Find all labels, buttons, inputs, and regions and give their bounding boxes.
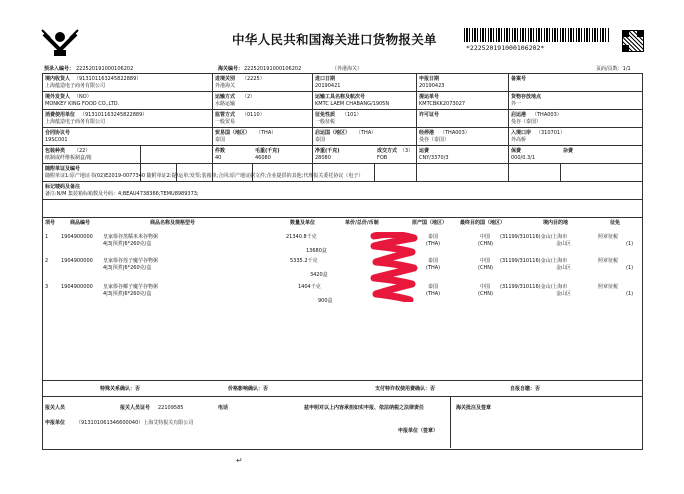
- origin-country: 泰国: [315, 137, 326, 143]
- entry-place: 外高桥: [511, 137, 527, 143]
- goods-district: (31199/310116)金山/上海市: [500, 284, 568, 290]
- departure-port-label: 启运港: [511, 112, 527, 118]
- unit-name: （913101061346600040）上海艾特报关有限公司: [76, 420, 194, 426]
- consignee-name: 上海蕴造电子商务有限公司: [45, 83, 106, 89]
- goods-qty-unit: 900盒: [318, 298, 333, 304]
- declare-date: 20190423: [419, 83, 445, 89]
- overseas-shipper-name: MONKEY KING FOOD CO.,LTD.: [45, 101, 120, 107]
- pieces-label: 件数: [215, 148, 226, 154]
- unit-label: 申报单位: [45, 420, 66, 426]
- trade-country-code: （THA）: [256, 130, 277, 136]
- goods-no: 2: [45, 258, 49, 264]
- goods-district: (31199/310116)金山/上海市: [500, 258, 568, 264]
- goods-name: 皇家傣谷黑糯米米谷物粥: [103, 234, 159, 240]
- pre-entry-label: 预录入编号：: [44, 66, 75, 72]
- freight-label: 运费: [419, 148, 430, 154]
- origin-country-label: 启运国（地区）: [315, 130, 351, 136]
- package: 纸制或纤维板制盒/箱: [45, 155, 92, 161]
- consumer-code: （913101163245822889）: [80, 112, 148, 118]
- cert-label: 报关人员证号: [120, 405, 151, 411]
- levy: 一般征税: [315, 119, 336, 125]
- goods-origin: 泰国: [428, 234, 439, 240]
- entry-place-code: （310701）: [536, 130, 566, 136]
- special-relation-confirm: 特殊关系确认：否: [100, 386, 141, 392]
- goods-code: 1904900000: [61, 234, 93, 240]
- return-mark-icon: ↵: [236, 456, 243, 465]
- customs-no-label: 海关编号：: [218, 66, 244, 72]
- consignee-label: 境内收货人: [45, 76, 71, 82]
- goods-spec: 4|3|预煮|6*260克/盒: [103, 265, 152, 271]
- departure-port-code: （THA003）: [532, 112, 562, 118]
- gross: 46080: [255, 155, 271, 161]
- bill-no: KMTCBKK2073027: [419, 101, 466, 107]
- departure-port: 曼谷（泰国）: [511, 119, 542, 125]
- origin-country-code: （THA）: [356, 130, 377, 136]
- transport-mode: 水路运输: [215, 101, 236, 107]
- goods-levy-code: (1): [626, 265, 634, 271]
- transport-mode-code: （2）: [242, 94, 256, 100]
- net-label: 净重(千克): [315, 148, 340, 154]
- transport-name: KMTC LAEM CHABANG/1905N: [315, 101, 390, 107]
- royalty-confirm: 支付特许权使用费确认：否: [375, 386, 436, 392]
- goods-spec: 4|3|预煮|6*260克/盒: [103, 241, 152, 247]
- goods-levy-code: (1): [626, 291, 634, 297]
- bill-no-label: 提运单号: [419, 94, 440, 100]
- insurance: 000/0.3/1: [511, 155, 536, 161]
- misc-label: 杂费: [563, 148, 574, 154]
- supervision-label: 监管方式: [215, 112, 236, 118]
- goods-col-code: 商品编号: [70, 220, 91, 226]
- goods-origin-code: (THA): [426, 241, 441, 247]
- goods-no: 1: [45, 234, 49, 240]
- pieces: 40: [215, 155, 222, 161]
- goods-col-origin: 原产国（地区）: [412, 220, 448, 226]
- deal-code: （3）: [400, 148, 414, 154]
- goods-origin-code: (THA): [426, 291, 441, 297]
- gross-label: 毛重(千克): [255, 148, 280, 154]
- document-title: 中华人民共和国海关进口货物报关单: [232, 32, 437, 47]
- package-code: （22）: [74, 148, 91, 154]
- storage: 外一: [511, 101, 522, 107]
- goods-district-2: 金山区: [556, 241, 572, 247]
- goods-col-name: 商品名称及规格型号: [150, 220, 196, 226]
- supervision: 一般贸易: [215, 119, 236, 125]
- docs-line: 随附单证1:原产地证书(02)E2019-0077340 随附单证2:提/运单;发票;装箱单;合同;原产地证据文件;企业提供的其他;代理报关委托协议（电子）: [45, 173, 364, 179]
- goods-col-qty: 数量及单位: [290, 220, 316, 226]
- qr-code-icon: [622, 30, 644, 52]
- goods-col-levy: 征免: [610, 220, 621, 226]
- trade-country: 泰国: [215, 137, 226, 143]
- goods-dest-code: (CHN): [478, 241, 493, 247]
- declarant-label: 报关人员: [45, 405, 66, 411]
- overseas-shipper-code: （NO）: [74, 94, 92, 100]
- cert-number: 22109585: [158, 405, 184, 411]
- goods-district-2: 金山区: [556, 265, 572, 271]
- entry-port-label: 进境关别: [215, 76, 236, 82]
- unit-seal-label: 申报单位（签章）: [398, 428, 439, 434]
- goods-dest: 中国: [480, 284, 491, 290]
- consumer-name: 上海蕴造电子商务有限公司: [45, 119, 106, 125]
- customs-name: （外港海关）: [332, 66, 363, 72]
- goods-qty: 21340.8千克: [286, 234, 317, 240]
- marks-label: 标记唛码及备注: [45, 184, 81, 190]
- record-no-label: 备案号: [511, 76, 527, 82]
- consignee-code: （913101163245822889）: [74, 76, 142, 82]
- via-port-code: （THA003）: [440, 130, 470, 136]
- insurance-label: 保费: [511, 148, 522, 154]
- goods-origin: 泰国: [428, 258, 439, 264]
- levy-code: （101）: [342, 112, 362, 118]
- barcode-text: *222520191000106202*: [466, 44, 545, 52]
- freight: CNY/3370/3: [419, 155, 449, 161]
- goods-levy: 照章征税: [598, 258, 619, 264]
- goods-origin: 泰国: [428, 284, 439, 290]
- goods-dest: 中国: [480, 258, 491, 264]
- levy-label: 征免性质: [315, 112, 336, 118]
- price-impact-confirm: 价格影响确认：否: [228, 386, 269, 392]
- goods-qty-unit: 13680盒: [306, 248, 327, 254]
- self-pay-confirm: 自报自缴：否: [510, 386, 541, 392]
- page-count: 页码/页数：1/1: [596, 66, 631, 72]
- goods-col-no: 项号: [45, 220, 56, 226]
- via-port: 曼谷（泰国）: [419, 137, 450, 143]
- barcode-image: [464, 28, 610, 42]
- goods-col-price: 单价/总价/币制: [345, 220, 379, 226]
- overseas-shipper-label: 境外发货人: [45, 94, 71, 100]
- goods-levy-code: (1): [626, 241, 634, 247]
- package-label: 包装种类: [45, 148, 66, 154]
- supervision-code: （0110）: [242, 112, 265, 118]
- license-label: 许可证号: [419, 112, 440, 118]
- goods-code: 1904900000: [61, 258, 93, 264]
- redaction-mark: [370, 232, 418, 302]
- trade-country-label: 贸易国（地区）: [215, 130, 251, 136]
- contract: 19SC001: [45, 137, 68, 143]
- legal-statement: 兹申明对以上内容承担如实申报、依法纳税之法律责任: [304, 405, 425, 411]
- declare-date-label: 申报日期: [419, 76, 440, 82]
- customs-number: 222520191000106202: [244, 66, 302, 72]
- transport-mode-label: 运输方式: [215, 94, 236, 100]
- phone-label: 电话: [218, 405, 229, 411]
- goods-col-dest: 最终目的国（地区）: [460, 220, 506, 226]
- customs-remark-label: 海关批注及签章: [456, 405, 492, 411]
- goods-qty: 5335.2千克: [290, 258, 318, 264]
- import-date: 20190421: [315, 83, 341, 89]
- entry-place-label: 入境口岸: [511, 130, 532, 136]
- goods-qty-unit: 3420盒: [310, 272, 328, 278]
- goods-code: 1904900000: [61, 284, 93, 290]
- entry-port-name: 外港海关: [215, 83, 236, 89]
- goods-district: (31199/310116)金山/上海市: [500, 234, 568, 240]
- goods-district-2: 金山区: [556, 291, 572, 297]
- goods-qty: 1404千克: [298, 284, 321, 290]
- deal-label: 成交方式: [377, 148, 398, 154]
- goods-no: 3: [45, 284, 49, 290]
- goods-origin-code: (THA): [426, 265, 441, 271]
- goods-dest-code: (CHN): [478, 291, 493, 297]
- deal: FOB: [377, 155, 388, 161]
- import-date-label: 进口日期: [315, 76, 336, 82]
- transport-name-label: 运输工具名称及航次号: [315, 94, 366, 100]
- net: 28080: [315, 155, 331, 161]
- docs-label: 随附单证及编号: [45, 166, 81, 172]
- pre-entry-number: 222520191000106202: [76, 66, 134, 72]
- marks-line: 备注:N/M 集装箱标箱数及号码：4;BEAU4738366;TEMU8989373;: [45, 191, 199, 197]
- contract-label: 合同协议号: [45, 130, 71, 136]
- via-port-label: 经停港: [419, 130, 435, 136]
- goods-dest-code: (CHN): [478, 265, 493, 271]
- customs-emblem-icon: [40, 28, 80, 60]
- storage-label: 货物存放地点: [511, 94, 542, 100]
- goods-dest: 中国: [480, 234, 491, 240]
- consumer-label: 消费使用单位: [45, 112, 76, 118]
- goods-name: 皇家傣谷椰子魔芋谷物粥: [103, 284, 159, 290]
- goods-levy: 照章征税: [598, 234, 619, 240]
- goods-col-district: 境内目的地: [543, 220, 569, 226]
- goods-name: 皇家傣谷莲子魔芋谷物粥: [103, 258, 159, 264]
- goods-levy: 照章征税: [598, 284, 619, 290]
- entry-port-code: （2225）: [242, 76, 265, 82]
- goods-spec: 4|3|预煮|6*260克/盒: [103, 291, 152, 297]
